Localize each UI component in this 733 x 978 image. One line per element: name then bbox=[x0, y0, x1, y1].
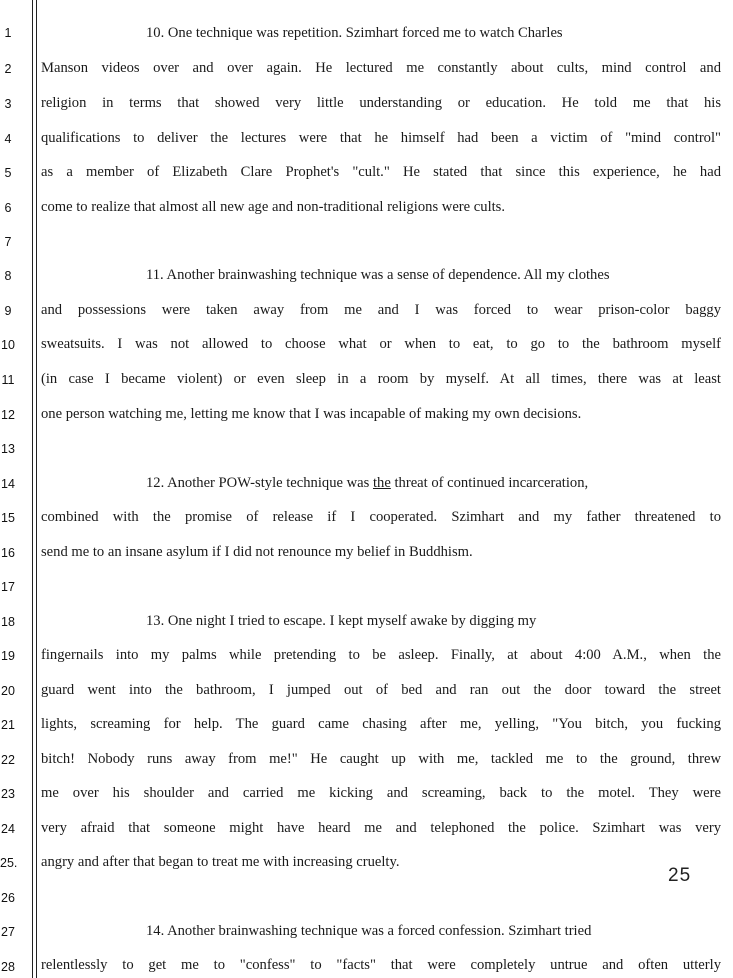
line-number: 26 bbox=[1, 891, 15, 905]
line-number: 12 bbox=[1, 408, 15, 422]
paragraph-11-line: 11. Another brainwashing technique was a sense of dependence. All my clothes bbox=[146, 267, 610, 283]
paragraph-10-line: religion in terms that showed very little understanding or education. He told me that his bbox=[41, 95, 721, 111]
paragraph-14-line: relentlessly to get me to "confess" to "facts" that were completely untrue and often utterly bbox=[41, 957, 721, 973]
line-number: 7 bbox=[4, 235, 12, 249]
line-number: 13 bbox=[1, 442, 15, 456]
line-number: 21 bbox=[1, 718, 15, 732]
line-number: 16 bbox=[1, 546, 15, 560]
line-number: 24 bbox=[1, 822, 15, 836]
paragraph-13-line: fingernails into my palms while pretending to be asleep. Finally, at about 4:00 A.M., when the bbox=[41, 647, 721, 663]
line-number: 18 bbox=[1, 615, 15, 629]
paragraph-12-text: 12. Another POW-style technique was bbox=[146, 475, 373, 491]
line-number: 9 bbox=[4, 304, 12, 318]
line-number: 28 bbox=[1, 960, 15, 974]
paragraph-13-line: 13. One night I tried to escape. I kept myself awake by digging my bbox=[146, 613, 537, 629]
line-number: 15 bbox=[1, 511, 15, 525]
paragraph-12-line: send me to an insane asylum if I did not renounce my belief in Buddhism. bbox=[41, 544, 473, 560]
line-number: 19 bbox=[1, 649, 15, 663]
paragraph-13-line: lights, screaming for help. The guard came chasing after me, yelling, "You bitch, you fucking bbox=[41, 716, 721, 732]
line-number: 23 bbox=[1, 787, 15, 801]
line-number: 10 bbox=[1, 338, 15, 352]
line-number: 25. bbox=[0, 856, 18, 870]
paragraph-13-line: angry and after that began to treat me with increasing cruelty. bbox=[41, 854, 400, 870]
paragraph-11-line: sweatsuits. I was not allowed to choose what or when to eat, to go to the bathroom myself bbox=[41, 336, 721, 352]
paragraph-10-line: qualifications to deliver the lectures were that he himself had been a victim of "mind control" bbox=[41, 130, 721, 146]
margin-rule-right bbox=[36, 0, 37, 978]
line-number: 17 bbox=[1, 580, 15, 594]
line-number: 6 bbox=[4, 201, 12, 215]
line-number: 1 bbox=[4, 26, 12, 40]
paragraph-10-line: come to realize that almost all new age and non-traditional religions were cults. bbox=[41, 199, 505, 215]
paragraph-13-line: guard went into the bathroom, I jumped out of bed and ran out the door toward the street bbox=[41, 682, 721, 698]
paragraph-10-line: 10. One technique was repetition. Szimhart forced me to watch Charles bbox=[146, 25, 563, 41]
paragraph-14-line: 14. Another brainwashing technique was a forced confession. Szimhart tried bbox=[146, 923, 592, 939]
line-number: 14 bbox=[1, 477, 15, 491]
margin-rule-left bbox=[32, 0, 33, 978]
line-number: 5 bbox=[4, 166, 12, 180]
paragraph-10-line: Manson videos over and over again. He lectured me constantly about cults, mind control and bbox=[41, 60, 721, 76]
line-number: 2 bbox=[4, 62, 12, 76]
line-number: 20 bbox=[1, 684, 15, 698]
page-number: 25 bbox=[668, 865, 692, 886]
line-number: 8 bbox=[4, 269, 12, 283]
paragraph-12-text: threat of continued incarceration, bbox=[390, 475, 589, 491]
paragraph-13-line: me over his shoulder and carried me kicking and screaming, back to the motel. They were bbox=[41, 785, 721, 801]
paragraph-13-line: bitch! Nobody runs away from me!" He caught up with me, tackled me to the ground, threw bbox=[41, 751, 721, 767]
line-number: 3 bbox=[4, 97, 12, 111]
underlined-word: the bbox=[372, 475, 391, 491]
paragraph-12-line: combined with the promise of release if I cooperated. Szimhart and my father threatened to bbox=[41, 509, 721, 525]
paragraph-10-line: as a member of Elizabeth Clare Prophet's "cult." He stated that since this experience, he had bbox=[41, 164, 721, 180]
line-number: 22 bbox=[1, 753, 15, 767]
line-number: 4 bbox=[4, 132, 12, 146]
paragraph-11-line: one person watching me, letting me know that I was incapable of making my own decisions. bbox=[41, 406, 582, 422]
paragraph-13-line: very afraid that someone might have heard me and telephoned the police. Szimhart was very bbox=[41, 820, 721, 836]
line-number: 27 bbox=[1, 925, 15, 939]
line-number: 11 bbox=[1, 373, 15, 387]
paragraph-11-line: and possessions were taken away from me and I was forced to wear prison-color baggy bbox=[41, 302, 721, 318]
paragraph-12-line bbox=[146, 473, 721, 493]
paragraph-11-line: (in case I became violent) or even sleep in a room by myself. At all times, there was at least bbox=[41, 371, 721, 387]
